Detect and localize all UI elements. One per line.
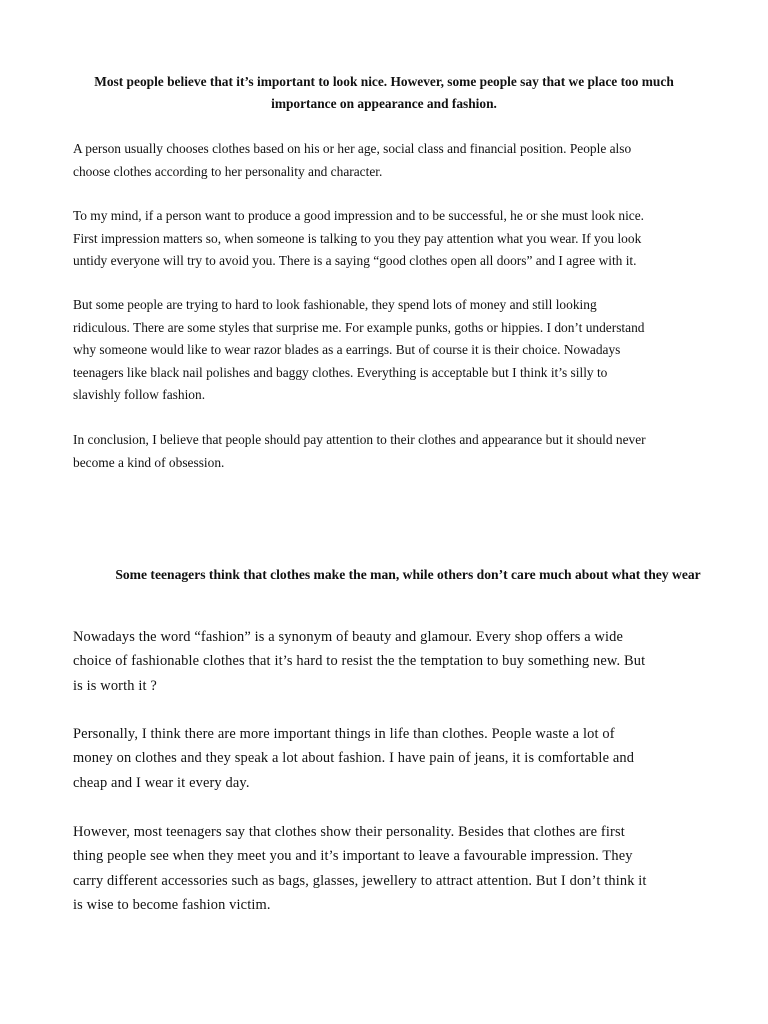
text-line: First impression matters so, when someone is talking to you they pay attention what you wear. If you look (73, 230, 642, 246)
text-line: carry different accessories such as bags, glasses, jewellery to attract attention. But I don’t think it (73, 872, 647, 889)
text-line: slavishly follow fashion. (73, 387, 206, 402)
essay-1-title: Most people believe that it’s important to look nice. However, some people say that we place too much importance on appearance and fashion. (94, 74, 674, 111)
text-line: thing people see when they meet you and it’s important to leave a favourable impression. They (73, 848, 633, 865)
text-line: cheap and I wear it every day. (73, 774, 250, 791)
text-line: why someone would like to wear razor blades as a earrings. But of course it is their choice. Nowadays (73, 342, 621, 357)
text-line: A person usually chooses clothes based on his or her age, social class and financial position. People also (73, 141, 632, 156)
text-line: Personally, I think there are more important things in life than clothes. People waste a lot of (73, 726, 615, 742)
essay-1-paragraph-3 (73, 294, 644, 407)
text-line: is wise to become fashion victim. (73, 896, 271, 913)
essay-1-paragraph-4 (73, 429, 646, 474)
essay-1-paragraph-2 (73, 205, 644, 273)
text-line: untidy everyone will try to avoid you. There is a saying “good clothes open all doors” and I agree with it. (73, 253, 637, 268)
text-line: become a kind of obsession. (73, 454, 225, 470)
essay-1-paragraph-1 (73, 138, 631, 183)
text-line: However, most teenagers say that clothes show their personality. Besides that clothes are first (73, 824, 625, 840)
text-line: To my mind, if a person want to produce a good impression and to be successful, he or she must look nice. (73, 208, 645, 223)
text-line: ridiculous. There are some styles that surprise me. For example punks, goths or hippies. I don’t understand (73, 319, 645, 335)
text-line: choice of fashionable clothes that it’s hard to resist the the temptation to buy something new. But (73, 653, 646, 670)
essay-2-paragraph-2 (73, 722, 634, 795)
essay-2-paragraph-1 (73, 625, 645, 698)
text-line: In conclusion, I believe that people should pay attention to their clothes and appearance but it should never (73, 432, 646, 447)
text-line: Nowadays the word “fashion” is a synonym of beauty and glamour. Every shop offers a wide (73, 629, 624, 645)
text-line: teenagers like black nail polishes and baggy clothes. Everything is acceptable but I think it’s silly to (73, 364, 608, 380)
text-line: choose clothes according to her personality and character. (73, 163, 383, 179)
text-line: is is worth it ? (73, 677, 157, 694)
text-line: money on clothes and they speak a lot about fashion. I have pain of jeans, it is comfortable and (73, 750, 635, 767)
text-line: But some people are trying to hard to look fashionable, they spend lots of money and still looking (73, 297, 597, 312)
essay-2-paragraph-3 (73, 820, 647, 917)
essay-2-title: Some teenagers think that clothes make the man, while others don’t care much about what they wear (115, 567, 701, 582)
